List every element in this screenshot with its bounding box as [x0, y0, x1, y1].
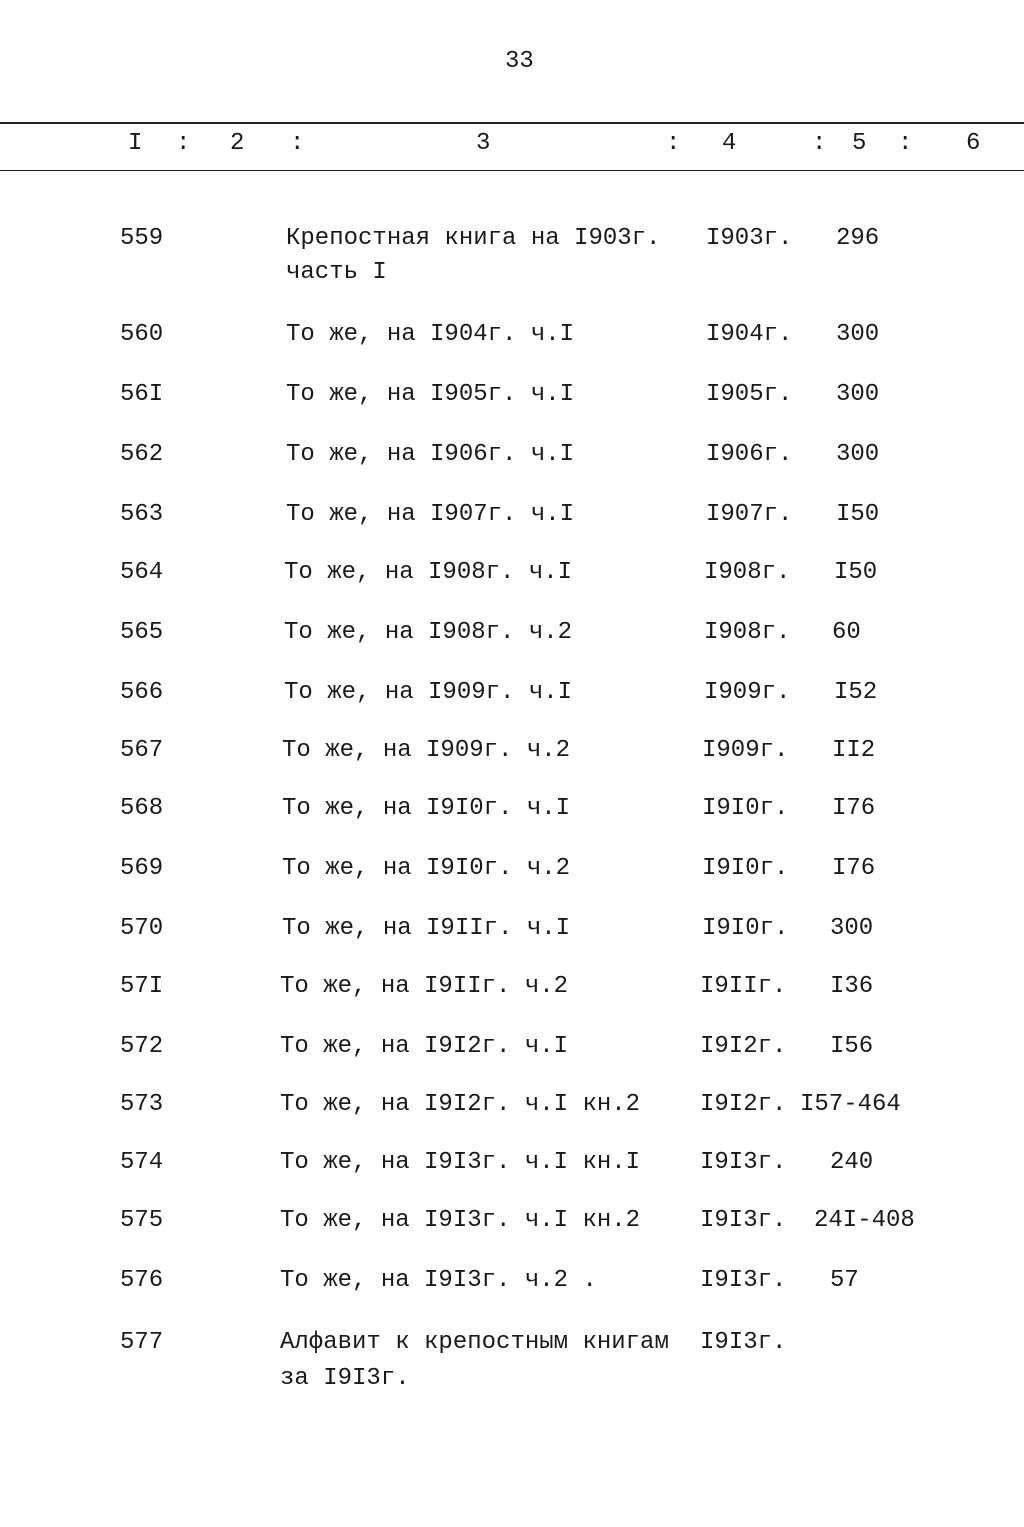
row-pages: 300 — [830, 915, 874, 942]
row-title: То же, на I9IIг. ч.I — [282, 915, 571, 942]
row-date: I9I3г. — [700, 1329, 787, 1356]
row-date: I9I0г. — [702, 855, 789, 882]
row-pages: I76 — [832, 795, 876, 822]
row-pages: II2 — [832, 737, 876, 764]
header-sep4: : — [812, 130, 827, 157]
row-pages: 240 — [830, 1149, 874, 1176]
row-number: 576 — [120, 1267, 164, 1294]
row-pages: 24I-408 — [814, 1207, 915, 1234]
row-number: 568 — [120, 795, 164, 822]
row-number: 569 — [120, 855, 164, 882]
header-sep5: : — [898, 130, 913, 157]
header-sep1: : — [176, 130, 191, 157]
row-pages: I50 — [834, 559, 878, 586]
row-date: I9I0г. — [702, 795, 789, 822]
row-title: То же, на I9I0г. ч.I — [282, 795, 571, 822]
row-pages: I76 — [832, 855, 876, 882]
row-date: I908г. — [704, 559, 791, 586]
header-top-rule — [0, 122, 1024, 124]
row-pages: I52 — [834, 679, 878, 706]
header-col5: 5 — [852, 130, 867, 157]
row-title: То же, на I908г. ч.2 — [284, 619, 573, 646]
row-number: 573 — [120, 1091, 164, 1118]
row-number: 570 — [120, 915, 164, 942]
row-date: I9I2г. — [700, 1033, 787, 1060]
row-date: I908г. — [704, 619, 791, 646]
table-header — [0, 130, 1024, 164]
header-col1: I — [128, 130, 143, 157]
row-date: I9I2г. — [700, 1091, 787, 1118]
row-number: 562 — [120, 441, 164, 468]
row-date: I906г. — [706, 441, 793, 468]
row-date: I9I0г. — [702, 915, 789, 942]
row-title: Алфавит к крепостным книгам — [280, 1329, 669, 1356]
row-date: I904г. — [706, 321, 793, 348]
row-date: I9I3г. — [700, 1207, 787, 1234]
row-title-line2: за I9I3г. — [280, 1365, 410, 1392]
row-number: 56I — [120, 381, 164, 408]
row-date: I903г. — [706, 225, 793, 252]
row-title: То же, на I9I2г. ч.I кн.2 — [280, 1091, 641, 1118]
row-title: То же, на I909г. ч.I — [284, 679, 573, 706]
row-number: 560 — [120, 321, 164, 348]
header-sep2: : — [290, 130, 305, 157]
row-title: То же, на I9I3г. ч.I кн.2 — [280, 1207, 641, 1234]
row-pages: I57-464 — [800, 1091, 901, 1118]
row-title: То же, на I908г. ч.I — [284, 559, 573, 586]
header-col6: 6 — [966, 130, 981, 157]
row-number: 563 — [120, 501, 164, 528]
row-date: I9I3г. — [700, 1149, 787, 1176]
row-title: Крепостная книга на I903г. — [286, 225, 661, 252]
row-title: То же, на I905г. ч.I — [286, 381, 575, 408]
header-bottom-rule — [0, 170, 1024, 171]
row-pages: 296 — [836, 225, 880, 252]
row-title-line2: часть I — [286, 259, 387, 286]
row-title: То же, на I907г. ч.I — [286, 501, 575, 528]
row-number: 577 — [120, 1329, 164, 1356]
row-title: То же, на I9I3г. ч.I кн.I — [280, 1149, 641, 1176]
row-pages: 60 — [832, 619, 861, 646]
row-title: То же, на I9I2г. ч.I — [280, 1033, 569, 1060]
row-title: То же, на I904г. ч.I — [286, 321, 575, 348]
header-sep3: : — [666, 130, 681, 157]
row-date: I9I3г. — [700, 1267, 787, 1294]
row-date: I909г. — [702, 737, 789, 764]
row-title: То же, на I9IIг. ч.2 — [280, 973, 569, 1000]
header-col2: 2 — [230, 130, 245, 157]
row-date: I907г. — [706, 501, 793, 528]
row-title: То же, на I906г. ч.I — [286, 441, 575, 468]
row-number: 572 — [120, 1033, 164, 1060]
row-pages: 57 — [830, 1267, 859, 1294]
row-date: I905г. — [706, 381, 793, 408]
row-title: То же, на I9I0г. ч.2 — [282, 855, 571, 882]
row-pages: 300 — [836, 441, 880, 468]
header-col4: 4 — [722, 130, 737, 157]
row-pages: I56 — [830, 1033, 874, 1060]
header-col3: 3 — [476, 130, 491, 157]
row-number: 564 — [120, 559, 164, 586]
page-number: 33 — [505, 48, 534, 75]
row-number: 574 — [120, 1149, 164, 1176]
row-pages: 300 — [836, 381, 880, 408]
row-date: I9IIг. — [700, 973, 787, 1000]
row-pages: 300 — [836, 321, 880, 348]
row-pages: I50 — [836, 501, 880, 528]
row-title: То же, на I9I3г. ч.2 . — [280, 1267, 597, 1294]
row-title: То же, на I909г. ч.2 — [282, 737, 571, 764]
row-number: 559 — [120, 225, 164, 252]
row-pages: I36 — [830, 973, 874, 1000]
row-number: 567 — [120, 737, 164, 764]
row-number: 57I — [120, 973, 164, 1000]
row-number: 565 — [120, 619, 164, 646]
row-date: I909г. — [704, 679, 791, 706]
row-number: 566 — [120, 679, 164, 706]
row-number: 575 — [120, 1207, 164, 1234]
